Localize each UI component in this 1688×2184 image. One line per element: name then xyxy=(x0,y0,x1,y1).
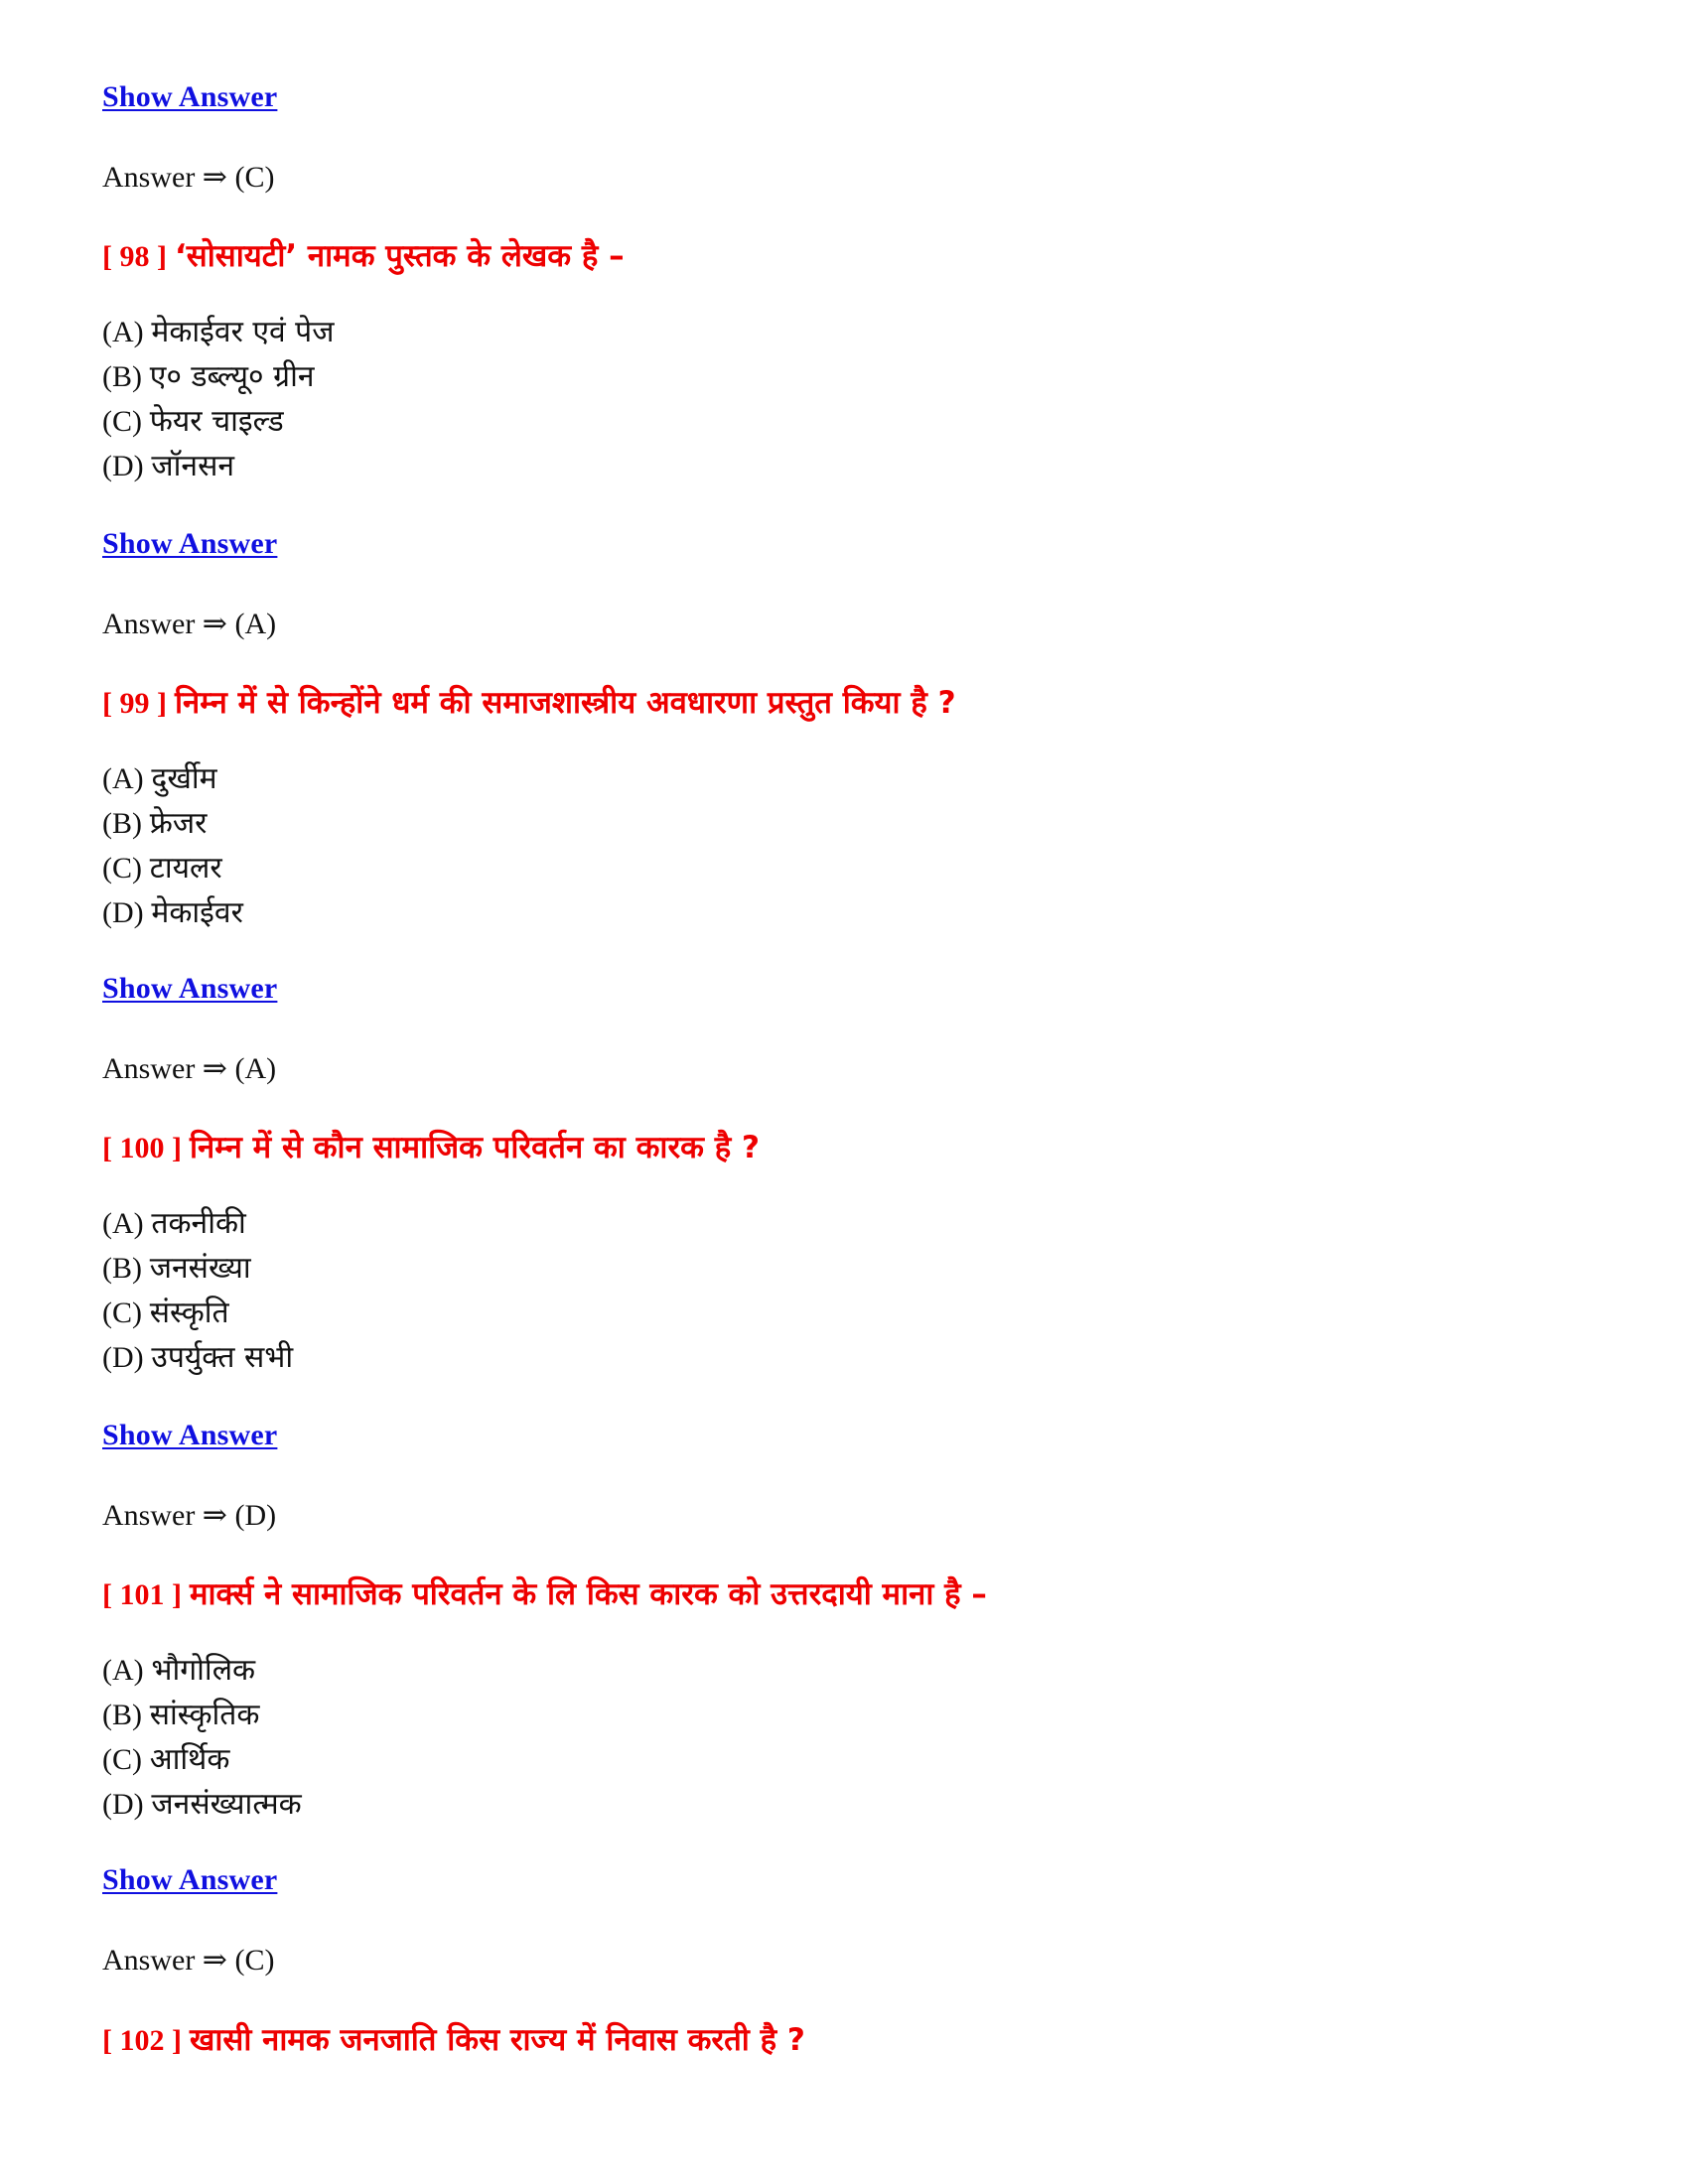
show-answer-link[interactable]: Show Answer xyxy=(102,80,278,113)
option-label: (D) xyxy=(102,1788,144,1821)
option-text: सांस्कृतिक xyxy=(149,1698,260,1732)
answer-prefix: Answer ⇒ xyxy=(102,1499,227,1532)
option-label: (C) xyxy=(102,1297,142,1329)
option-label: (A) xyxy=(102,762,144,795)
show-answer-link[interactable]: Show Answer xyxy=(102,1863,278,1896)
option-label: (B) xyxy=(102,1699,142,1731)
option-b xyxy=(102,801,243,846)
option-text: मेकाईवर एवं पेज xyxy=(151,315,335,349)
option-text: फेयर चाइल्ड xyxy=(149,404,284,439)
option-d xyxy=(102,890,243,935)
options-100 xyxy=(102,1201,293,1380)
option-text: उपर्युक्त सभी xyxy=(151,1340,294,1375)
question-text: खासी नामक जनजाति किस राज्य में निवास करती है ? xyxy=(189,2022,805,2058)
option-text: ए० डब्ल्यू० ग्रीन xyxy=(149,359,315,394)
show-answer-98-wrap xyxy=(102,526,277,562)
show-answer-link[interactable]: Show Answer xyxy=(102,1419,278,1451)
question-98 xyxy=(102,233,625,279)
question-99 xyxy=(102,680,956,726)
option-a xyxy=(102,310,334,354)
answer-prefix: Answer ⇒ xyxy=(102,608,227,640)
question-text: मार्क्स ने सामाजिक परिवर्तन के लि किस कारक को उत्तरदायी माना है – xyxy=(189,1576,987,1612)
option-label: (C) xyxy=(102,852,142,885)
question-number: [ 102 ] xyxy=(102,2024,182,2057)
option-text: भौगोलिक xyxy=(151,1653,256,1688)
question-number: [ 98 ] xyxy=(102,240,167,273)
question-number: [ 101 ] xyxy=(102,1578,182,1611)
option-b xyxy=(102,1246,293,1291)
option-text: तकनीकी xyxy=(151,1206,246,1241)
option-label: (B) xyxy=(102,807,142,840)
option-d xyxy=(102,1782,302,1827)
question-101 xyxy=(102,1571,987,1617)
option-a xyxy=(102,1648,302,1693)
option-c xyxy=(102,1737,302,1782)
option-text: जॉनसन xyxy=(151,449,235,483)
option-text: संस्कृति xyxy=(149,1296,229,1330)
question-text: ‘सोसायटी’ नामक पुस्तक के लेखक है – xyxy=(174,238,625,274)
show-answer-100-wrap xyxy=(102,1418,277,1453)
option-label: (A) xyxy=(102,1654,144,1687)
question-number: [ 99 ] xyxy=(102,687,167,720)
option-label: (C) xyxy=(102,1743,142,1776)
answer-prefix: Answer ⇒ xyxy=(102,161,227,194)
answer-99 xyxy=(102,1051,276,1087)
option-text: मेकाईवर xyxy=(151,895,243,930)
question-number: [ 100 ] xyxy=(102,1132,182,1164)
option-label: (A) xyxy=(102,316,144,348)
option-c xyxy=(102,399,334,444)
option-d xyxy=(102,444,334,488)
show-answer-link[interactable]: Show Answer xyxy=(102,527,278,560)
prev-show-answer-wrap xyxy=(102,79,277,115)
answer-101 xyxy=(102,1943,274,1979)
option-a xyxy=(102,756,243,801)
answer-value: (A) xyxy=(234,608,277,640)
question-102 xyxy=(102,2017,805,2063)
option-text: दुर्खीम xyxy=(151,761,217,796)
option-text: फ्रेजर xyxy=(149,806,208,841)
option-c xyxy=(102,1291,293,1335)
answer-100 xyxy=(102,1498,276,1534)
option-label: (D) xyxy=(102,1341,144,1374)
option-text: जनसंख्या xyxy=(149,1251,251,1286)
option-label: (C) xyxy=(102,405,142,438)
option-text: आर्थिक xyxy=(149,1742,230,1777)
show-answer-101-wrap xyxy=(102,1862,277,1898)
prev-answer xyxy=(102,160,274,196)
option-a xyxy=(102,1201,293,1246)
option-label: (D) xyxy=(102,896,144,929)
option-c xyxy=(102,846,243,890)
answer-prefix: Answer ⇒ xyxy=(102,1052,227,1085)
option-text: टायलर xyxy=(149,851,222,886)
answer-prefix: Answer ⇒ xyxy=(102,1944,227,1977)
options-98 xyxy=(102,310,334,488)
question-text: निम्न में से किन्होंने धर्म की समाजशास्त्रीय अवधारणा प्रस्तुत किया है ? xyxy=(174,685,956,721)
options-101 xyxy=(102,1648,302,1827)
show-answer-link[interactable]: Show Answer xyxy=(102,972,278,1005)
question-text: निम्न में से कौन सामाजिक परिवर्तन का कारक है ? xyxy=(189,1130,760,1165)
option-label: (B) xyxy=(102,360,142,393)
answer-value: (A) xyxy=(234,1052,277,1085)
option-label: (A) xyxy=(102,1207,144,1240)
option-text: जनसंख्यात्मक xyxy=(151,1787,302,1822)
answer-value: (D) xyxy=(234,1499,277,1532)
option-label: (D) xyxy=(102,450,144,482)
option-label: (B) xyxy=(102,1252,142,1285)
option-b xyxy=(102,1693,302,1737)
option-b xyxy=(102,354,334,399)
answer-98 xyxy=(102,607,276,642)
answer-value: (C) xyxy=(234,161,275,194)
options-99 xyxy=(102,756,243,935)
answer-value: (C) xyxy=(234,1944,275,1977)
question-100 xyxy=(102,1125,760,1170)
show-answer-99-wrap xyxy=(102,971,277,1007)
option-d xyxy=(102,1335,293,1380)
